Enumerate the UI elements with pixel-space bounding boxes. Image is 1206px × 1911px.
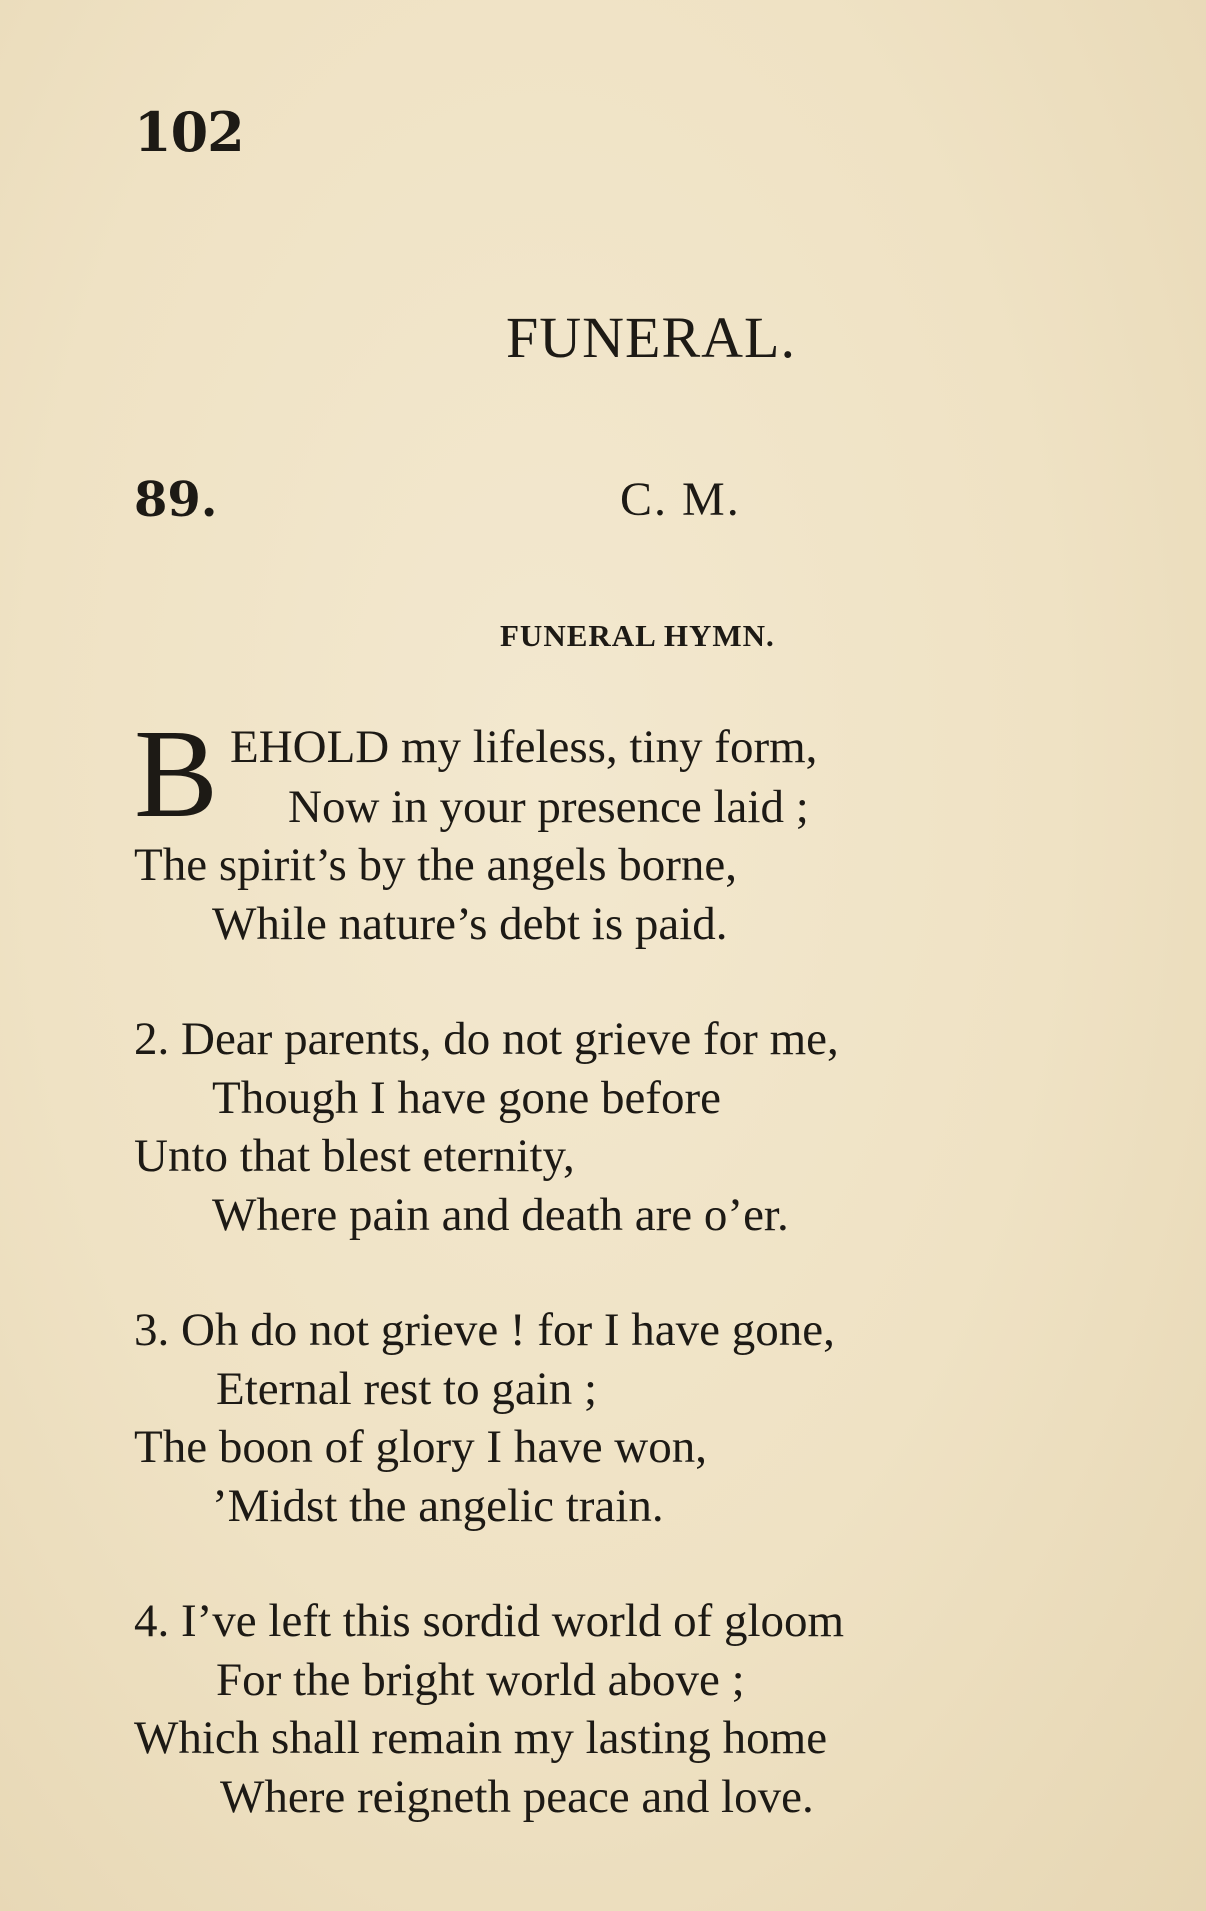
hymn-number: 89. — [134, 472, 218, 528]
stanza-3-line-4: ’Midst the angelic train. — [212, 1480, 664, 1532]
hymn-title: FUNERAL HYMN. — [500, 618, 775, 653]
section-title: FUNERAL. — [506, 305, 796, 370]
stanza-2-line-1: 2. Dear parents, do not grieve for me, — [134, 1013, 839, 1065]
show-through-texture — [340, 225, 352, 278]
stanza-4-line-3: Which shall remain my lasting home — [134, 1712, 828, 1764]
stanza-3-line-2: Eternal rest to gain ; — [216, 1363, 598, 1415]
stanza-4-line-4: Where reigneth peace and love. — [220, 1771, 814, 1823]
stanza-1-line-2: Now in your presence laid ; — [288, 781, 809, 833]
show-through-texture — [480, 100, 490, 147]
stanza-1-line-1: EHOLD my lifeless, tiny form, — [230, 721, 818, 773]
stanza-1-line-3: The spirit’s by the angels borne, — [134, 839, 738, 891]
stanza-4-line-1: 4. I’ve left this sordid world of gloom — [134, 1595, 845, 1647]
stanza-1-line-4: While nature’s debt is paid. — [212, 898, 728, 950]
stanza-4-line-2: For the bright world above ; — [216, 1654, 745, 1706]
stanza-2-line-3: Unto that blest eternity, — [134, 1130, 575, 1182]
stanza-2-line-2: Though I have gone before — [212, 1072, 721, 1124]
stanza-3-line-1: 3. Oh do not grieve ! for I have gone, — [134, 1304, 835, 1356]
stanza-3-line-3: The boon of glory I have won, — [134, 1421, 707, 1473]
stanza-2-line-4: Where pain and death are o’er. — [212, 1189, 789, 1241]
hymn-meter: C. M. — [620, 473, 741, 526]
page-number: 102 — [134, 100, 244, 164]
drop-cap: B — [134, 705, 219, 844]
